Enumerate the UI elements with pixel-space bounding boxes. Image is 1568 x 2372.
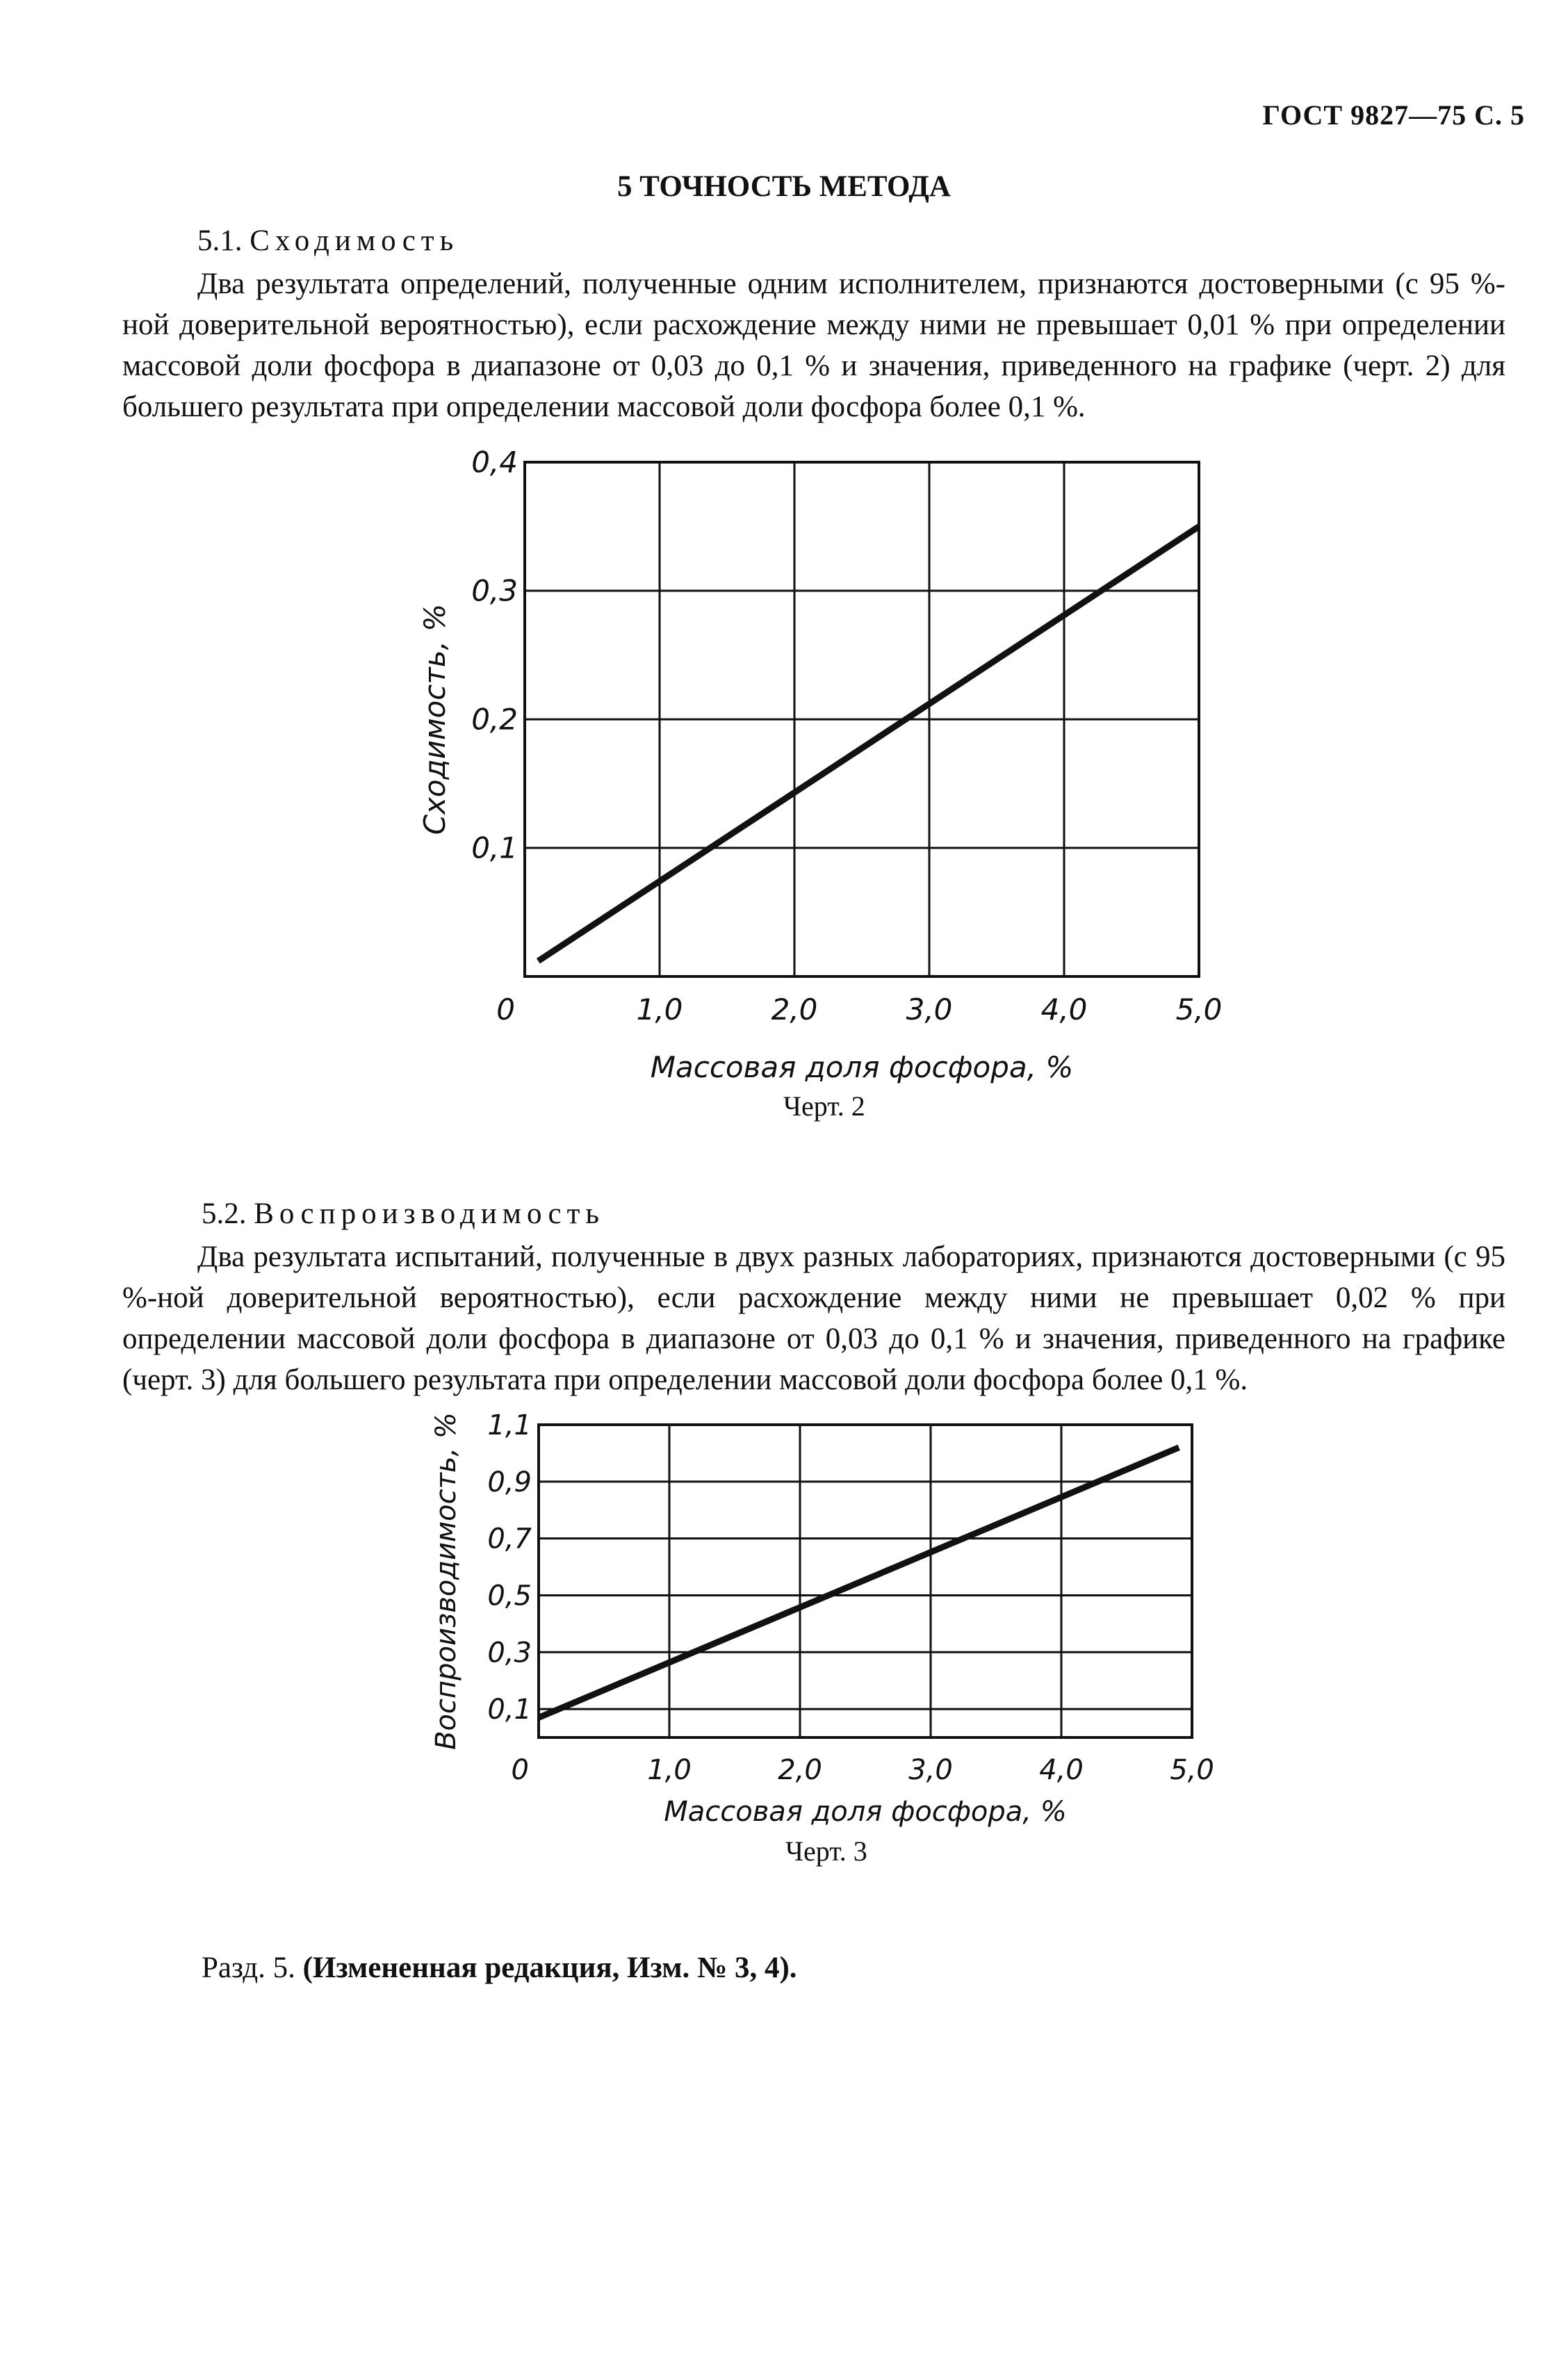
footer-note — [202, 1951, 797, 1985]
y-tick-label: 0,3 — [471, 573, 518, 608]
x-tick-label: 1,0 — [636, 992, 683, 1026]
subsection-title: Сходимость — [250, 224, 459, 257]
x-tick-label: 2,0 — [771, 992, 818, 1026]
y-tick-label: 0,2 — [471, 702, 518, 737]
x-tick-label: 5,0 — [1170, 1754, 1214, 1786]
footer-amendment: (Измененная редакция, Изм. № 3, 4). — [302, 1952, 797, 1984]
section-title: 5 ТОЧНОСТЬ МЕТОДА — [617, 170, 951, 203]
paragraph-reproducibility — [122, 1236, 1505, 1400]
y-tick-label: 0,5 — [487, 1580, 532, 1612]
x-tick-label: 5,0 — [1175, 992, 1223, 1026]
chart-reproducibility — [417, 1397, 1251, 1828]
y-axis-title: Воспроизводимость, % — [430, 1412, 462, 1750]
chart-convergence — [389, 445, 1265, 1084]
subsection-heading-reproducibility — [202, 1197, 605, 1231]
subsection-title: Воспроизводимость — [254, 1197, 605, 1230]
page-header: ГОСТ 9827—75 С. 5 — [1262, 99, 1525, 131]
y-axis-title: Сходимость, % — [418, 603, 452, 835]
origin-label: 0 — [511, 1754, 529, 1786]
y-tick-label: 0,1 — [487, 1694, 532, 1726]
y-tick-label: 0,4 — [471, 445, 518, 480]
y-tick-label: 1,1 — [487, 1409, 532, 1441]
y-tick-label: 0,1 — [471, 831, 518, 865]
subsection-number: 5.2. — [202, 1197, 247, 1230]
paragraph-convergence — [122, 263, 1505, 427]
y-tick-label: 0,9 — [487, 1466, 532, 1498]
data-line — [539, 1448, 1179, 1718]
x-tick-label: 3,0 — [906, 992, 953, 1026]
chart-caption: Черт. 3 — [785, 1835, 867, 1867]
x-tick-label: 4,0 — [1039, 1754, 1084, 1786]
chart-caption: Черт. 2 — [783, 1090, 865, 1122]
x-tick-label: 2,0 — [778, 1754, 822, 1786]
y-tick-label: 0,3 — [487, 1637, 532, 1669]
paragraph-text: Два результата определений, полученные одним исполнителем, признаются достоверными (с 95 %-ной доверительной вероятностью), если расхождение между ними не превышает 0,01 % при определении массовой доли фосфора в диапазоне от 0,03 до 0,1 % и значения, приведенного на графике (черт. 2) для большего результата при определении массовой доли фосфора более 0,1 %. — [122, 268, 1505, 423]
x-tick-label: 3,0 — [908, 1754, 953, 1786]
subsection-number: 5.1. — [197, 224, 243, 257]
subsection-heading-convergence — [197, 224, 459, 258]
x-axis-title: Массовая доля фосфора, % — [650, 1050, 1074, 1084]
origin-label: 0 — [496, 992, 515, 1026]
x-axis-title: Массовая доля фосфора, % — [664, 1796, 1067, 1828]
paragraph-text: Два результата испытаний, полученные в двух разных лабораториях, признаются достоверными (с 95 %-ной доверительной вероятностью), если расхождение между ними не превышает 0,02 % при определении массовой доли фосфора в диапазоне от 0,03 до 0,1 % и значения, приведенного на графике (черт. 3) для большего результата при определении массовой доли фосфора более 0,1 %. — [122, 1241, 1505, 1396]
y-tick-label: 0,7 — [487, 1523, 532, 1555]
footer-prefix: Разд. 5. — [202, 1952, 295, 1984]
x-tick-label: 1,0 — [647, 1754, 692, 1786]
x-tick-label: 4,0 — [1040, 992, 1088, 1026]
